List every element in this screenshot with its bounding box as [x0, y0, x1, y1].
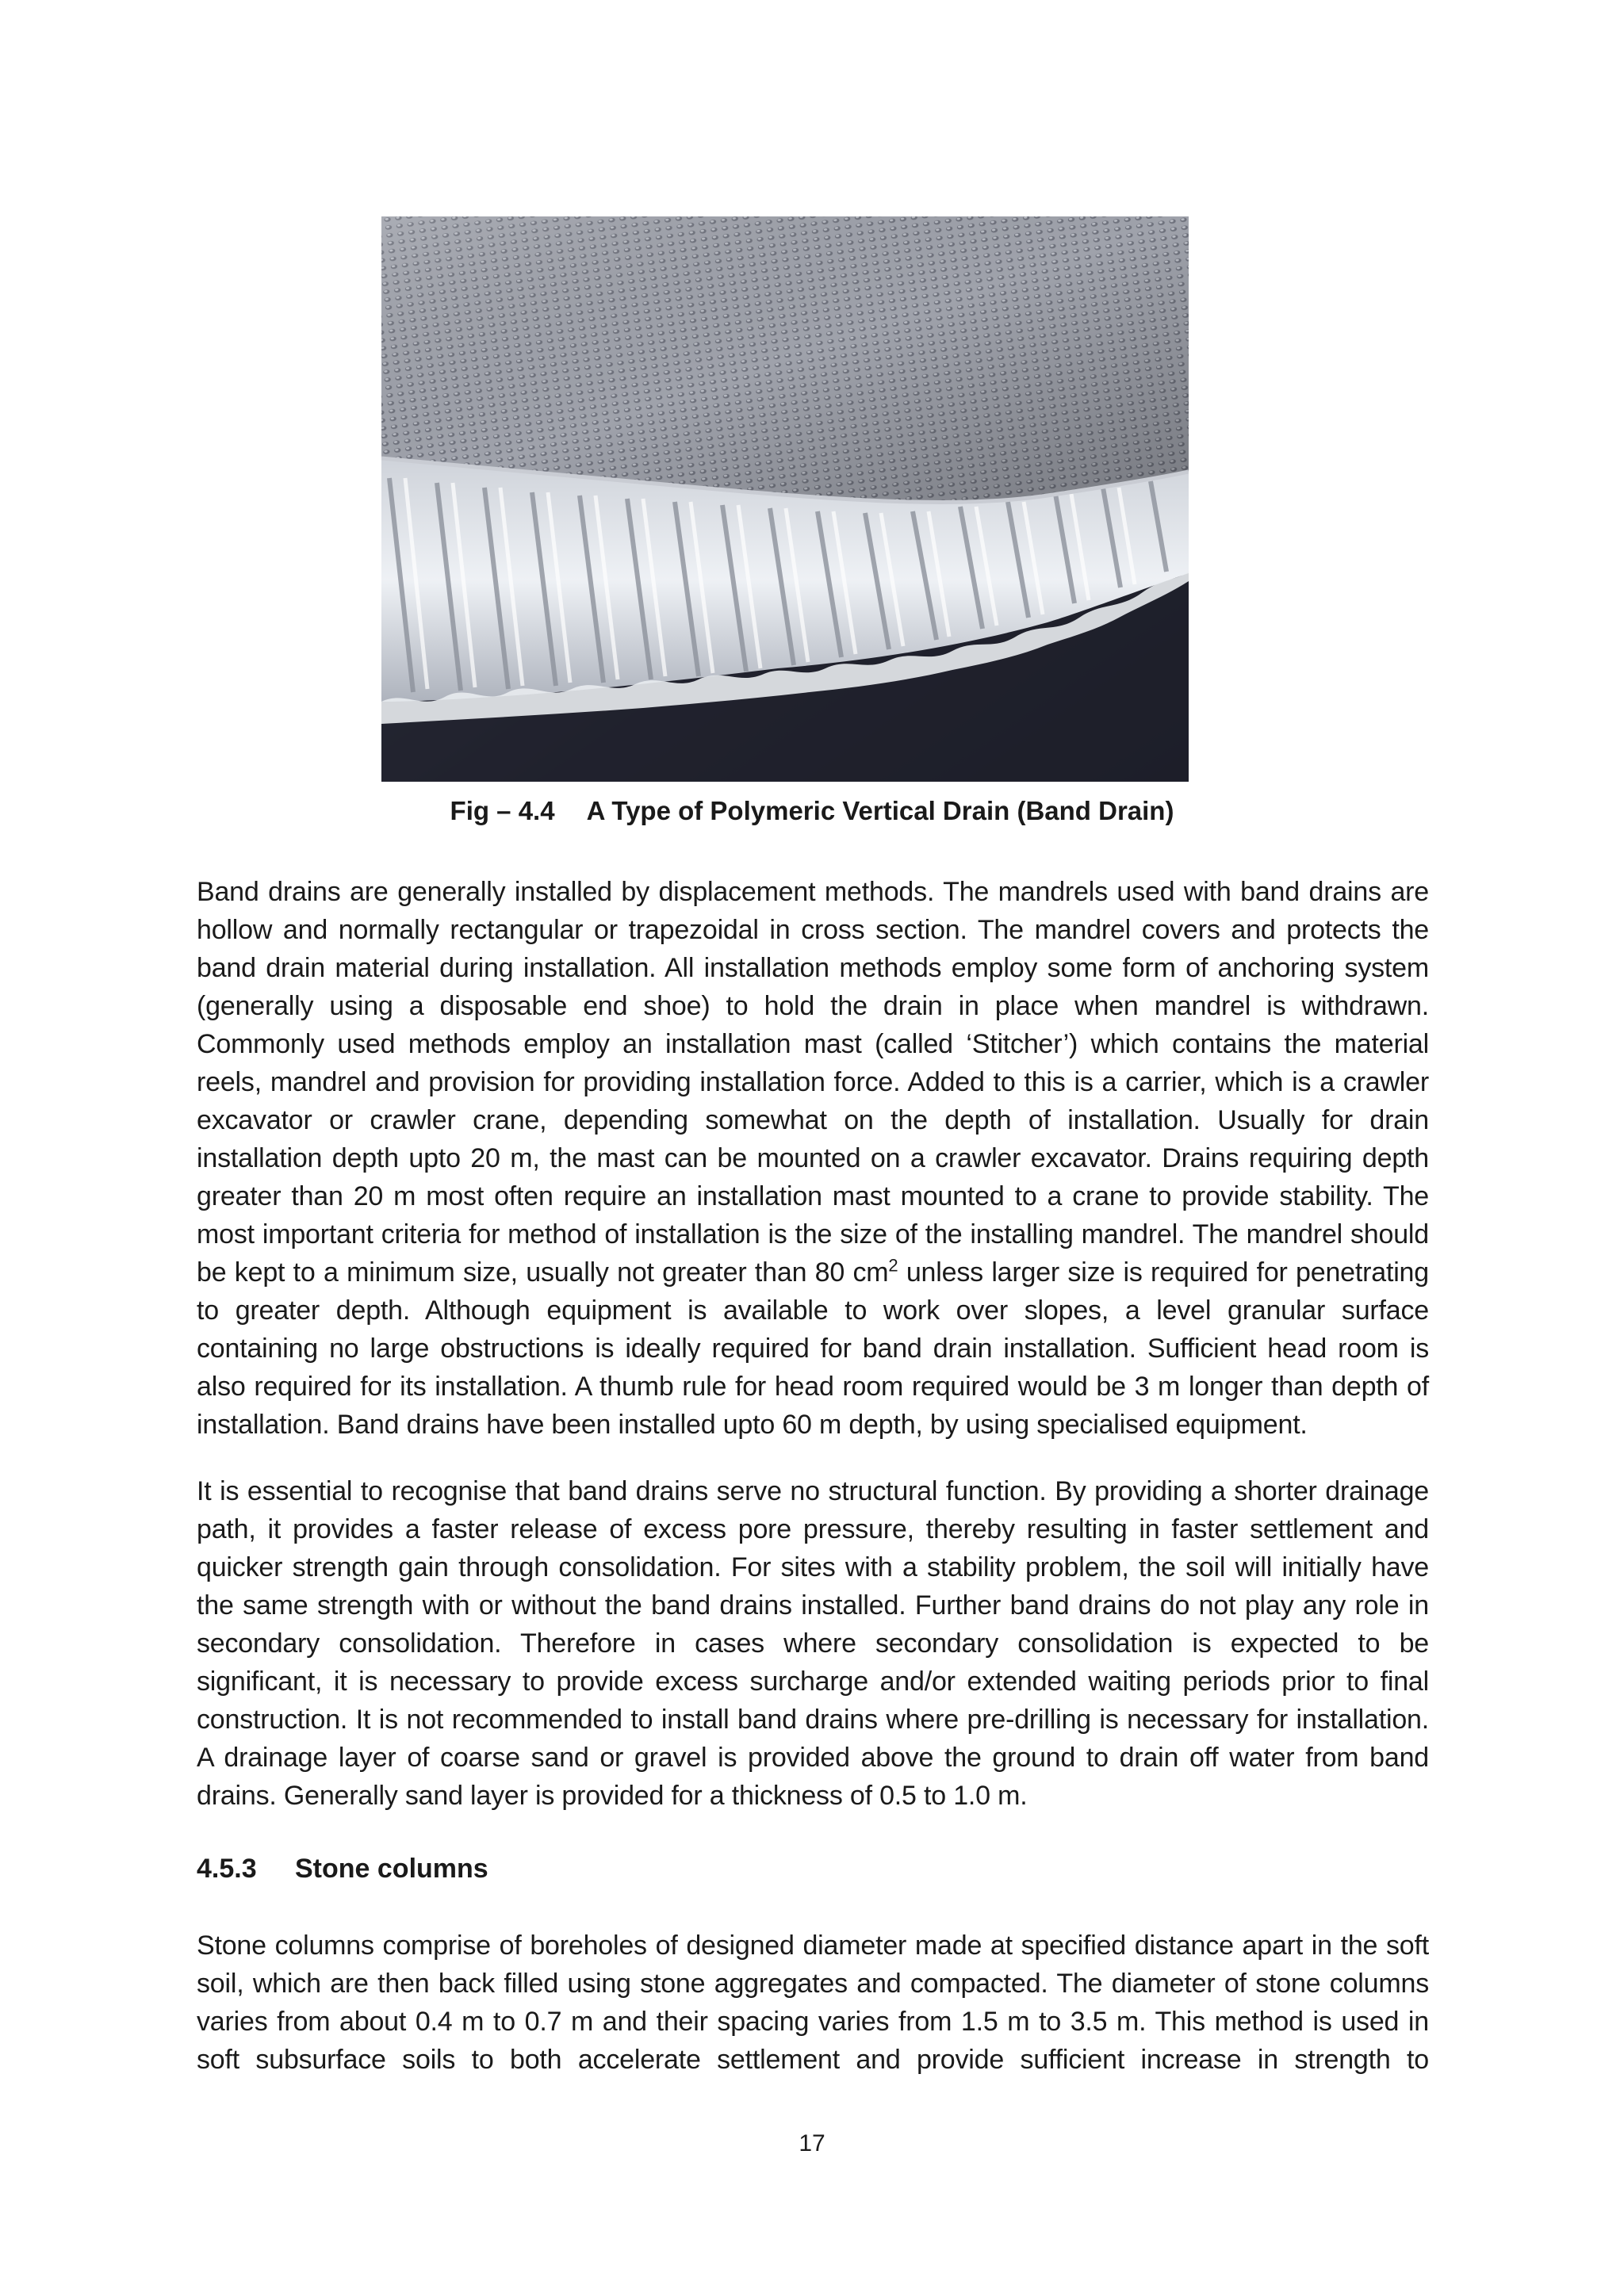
figure-number: Fig – 4.4 [450, 796, 555, 825]
section-heading [197, 1850, 488, 1888]
paragraph-stone-columns: Stone columns comprise of boreholes of designed diameter made at specified distance apart in the soft soil, which are then back filled using stone aggregates and compacted. The diameter of stone columns varies from about 0.4 m to 0.7 m and their spacing varies from 1.5 m to 3.5 m. This method is used in soft subsurface soils to both accelerate settlement and provide sufficient increase in strength to [197, 1931, 1429, 2075]
fabric-shading [381, 216, 1189, 503]
superscript: 2 [888, 1255, 898, 1276]
section-number: 4.5.3 [197, 1854, 257, 1884]
section-title: Stone columns [295, 1854, 488, 1884]
band-drain-photo [381, 216, 1189, 782]
paragraph-band-drain-installation [197, 873, 1429, 1444]
paragraph-text: Band drains are generally installed by displacement methods. The mandrels used with band drains are hollow and normally rectangular or trapezoidal in cross section. The mandrel covers and protects the band drain material during installation. All installation methods employ some form of anchoring system (generally using a disposable end shoe) to hold the drain in place when mandrel is withdrawn. Commonly used methods employ an installation mast (called ‘Stitcher’) which contains the material reels, mandrel and provision for providing installation force. Added to this is a carrier, which is a crawler excavator or crawler crane, depending somewhat on the depth of installation. Usually for drain installation depth upto 20 m, the mast can be mounted on a crawler excavator. Drains requiring depth greater than 20 m most often require an installation mast mounted to a crane to provide stability. The most important criteria for method of installation is the size of the installing mandrel. The mandrel should be kept to a minimum size, usually not greater than 80 cm [197, 877, 1429, 1288]
paragraph-text: unless larger size is required for penetrating to greater depth. Although equipment is available to work over slopes, a level granular surface containing no large obstructions is ideally required for band drain installation. Sufficient head room is also required for its installation. A thumb rule for head room required would be 3 m longer than depth of installation. Band drains have been installed upto 60 m depth, by using specialised equipment. [197, 1257, 1429, 1440]
figure-caption [0, 793, 1624, 829]
band-drain-illustration [381, 216, 1189, 782]
paragraph-band-drain-function: It is essential to recognise that band drains serve no structural function. By providing a shorter drainage path, it provides a faster release of excess pore pressure, thereby resulting in faster settlement and quicker strength gain through consolidation. For sites with a stability problem, the soil will initially have the same strength with or without the band drains installed. Further band drains do not play any role in secondary consolidation. Therefore in cases where secondary consolidation is expected to be significant, it is necessary to provide excess surcharge and/or extended waiting periods prior to final construction. It is not recommended to install band drains where pre-drilling is necessary for installation. A drainage layer of coarse sand or gravel is provided above the ground to drain off water from band drains. Generally sand layer is provided for a thickness of 0.5 to 1.0 m. [197, 1476, 1429, 1811]
page-number: 17 [799, 2130, 825, 2156]
figure-title: A Type of Polymeric Vertical Drain (Band Drain) [586, 796, 1174, 825]
